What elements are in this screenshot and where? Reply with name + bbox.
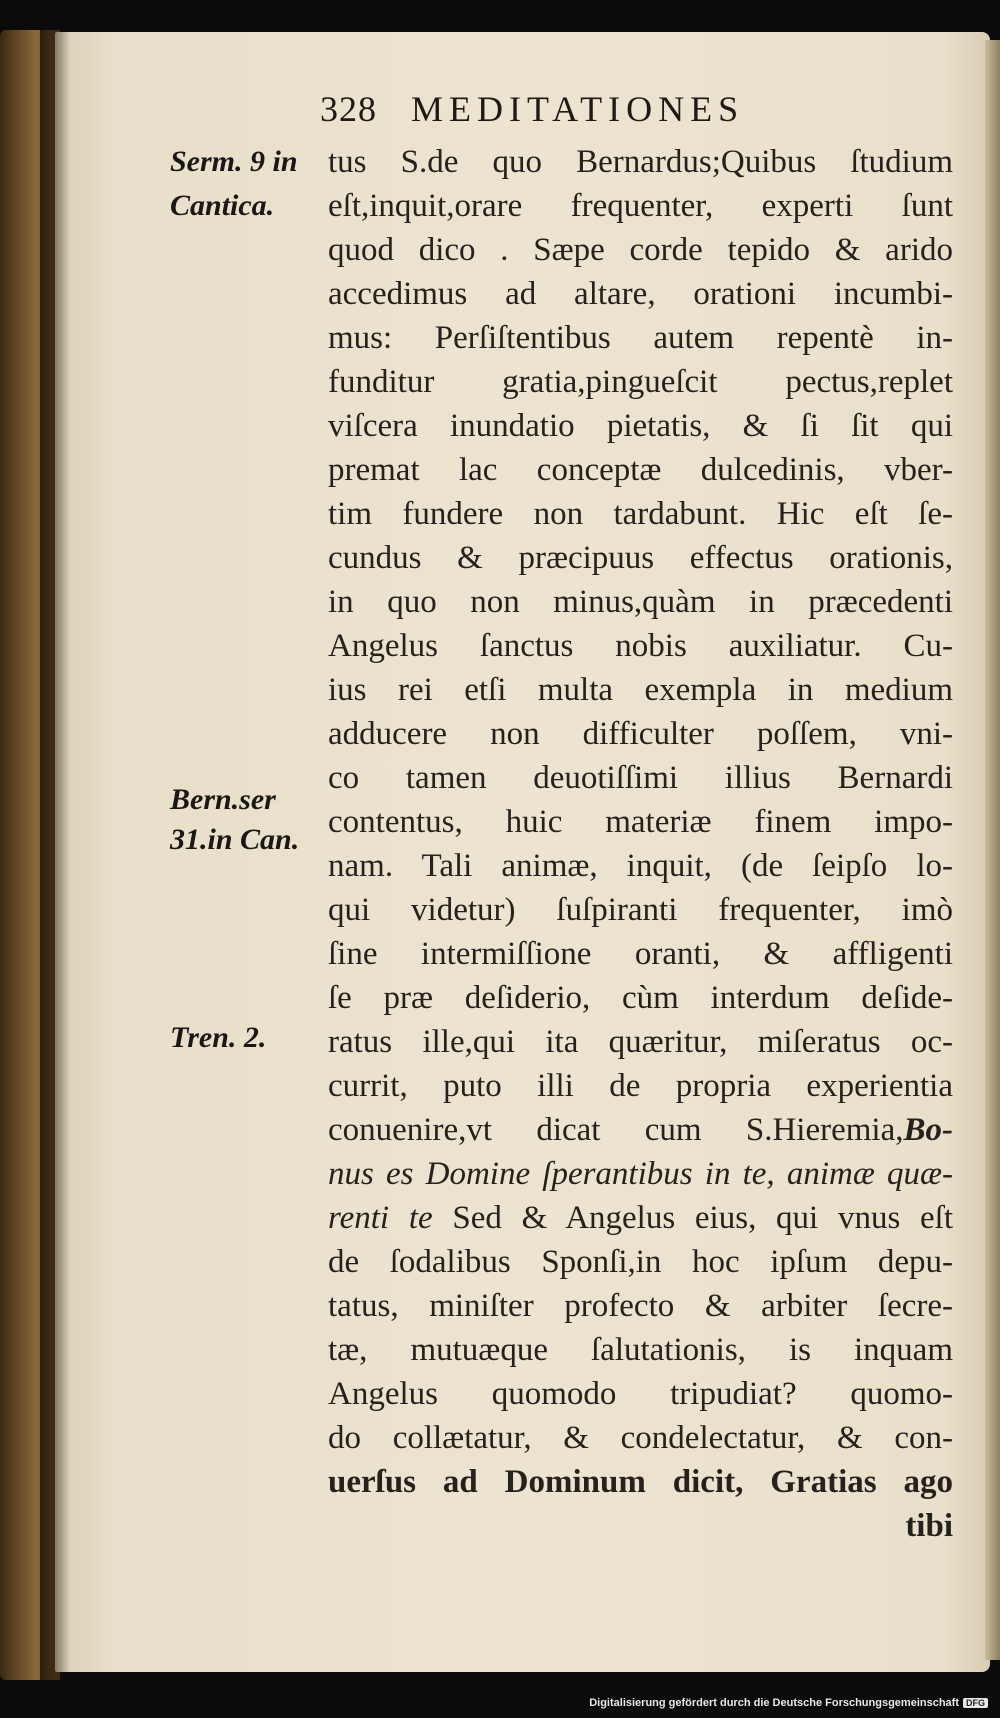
text-line: mus: Perſiſtentibus autem repentè in- <box>328 320 953 356</box>
margin-note-cantica: Cantica. <box>170 189 275 222</box>
body-text <box>328 140 953 1548</box>
text-line: in quo non minus,quàm in præcedenti <box>328 584 953 620</box>
text-line: premat lac conceptæ dulcedinis, vber- <box>328 452 953 488</box>
text-line: ius rei etſi multa exempla in medium <box>328 672 953 708</box>
text-line: tim fundere non tardabunt. Hic eſt ſe- <box>328 496 953 532</box>
text-line: Angelus ſanctus nobis auxiliatur. Cu- <box>328 628 953 664</box>
digitization-credit <box>589 1697 988 1709</box>
dfg-logo-icon: DFG <box>963 1698 988 1708</box>
text-line: tatus, miniſter profecto & arbiter ſecre- <box>328 1288 953 1324</box>
text-line: qui videtur) ſuſpiranti frequenter, imò <box>328 892 953 928</box>
text-line: currit, puto illi de propria experientia <box>328 1068 953 1104</box>
text-line: nam. Tali animæ, inquit, (de ſeipſo lo- <box>328 848 953 884</box>
margin-note-bern: Bern.ser <box>170 783 276 816</box>
text-line: viſcera inundatio pietatis, & ſi ſit qui <box>328 408 953 444</box>
text-line: ſe præ deſiderio, cùm interdum deſide- <box>328 980 953 1016</box>
text-line: do collætatur, & condelectatur, & con- <box>328 1420 953 1456</box>
text-line: eſt,inquit,orare frequenter, experti ſunt <box>328 188 953 224</box>
page-number: 328 <box>320 89 377 129</box>
text-line: adducere non difficulter poſſem, vni- <box>328 716 953 752</box>
text-line: tæ, mutuæque ſalutationis, is inquam <box>328 1332 953 1368</box>
catchword: tibi <box>905 1508 953 1544</box>
text-line: quod dico . Sæpe corde tepido & arido <box>328 232 953 268</box>
margin-note-tren: Tren. 2. <box>170 1021 267 1054</box>
text-line-with-italic <box>328 1196 953 1240</box>
text-line: cundus & præcipuus effectus orationis, <box>328 540 953 576</box>
italic-segment: renti te <box>328 1200 433 1236</box>
text-line: tus S.de quo Bernardus;Quibus ſtudium <box>328 144 953 180</box>
credit-text: Digitalisierung gefördert durch die Deutsche Forschungsgemeinschaft <box>589 1697 959 1709</box>
page-edge <box>985 40 1000 1660</box>
margin-note-serm: Serm. 9 in <box>170 145 298 178</box>
text-segment: Sed & Angelus eius, qui vnus eſt <box>432 1200 953 1236</box>
text-line: uerſus ad Dominum dicit, Gratias ago <box>328 1464 953 1500</box>
text-line: co tamen deuotiſſimi illius Bernardi <box>328 760 953 796</box>
running-header <box>320 88 920 138</box>
text-line: contentus, huic materiæ finem impo- <box>328 804 953 840</box>
text-line: de ſodalibus Sponſi,in hoc ipſum depu- <box>328 1244 953 1280</box>
text-segment: conuenire,vt dicat cum S.Hieremia, <box>328 1112 904 1148</box>
margin-note-can: 31.in Can. <box>170 823 300 856</box>
text-line: ſine intermiſſione oranti, & affligenti <box>328 936 953 972</box>
italic-text-line: nus es Domine ſperantibus in te, animæ quæ- <box>328 1156 953 1192</box>
text-line: ratus ille,qui ita quæritur, miſeratus oc- <box>328 1024 953 1060</box>
text-line-with-italic <box>328 1108 953 1152</box>
text-line: Angelus quomodo tripudiat? quomo- <box>328 1376 953 1412</box>
gutter-shadow <box>40 30 70 1680</box>
italic-segment: Bo- <box>903 1112 953 1148</box>
running-title: MEDITATIONES <box>411 89 745 129</box>
text-line: accedimus ad altare, orationi incumbi- <box>328 276 953 312</box>
text-line: funditur gratia,pingueſcit pectus,replet <box>328 364 953 400</box>
